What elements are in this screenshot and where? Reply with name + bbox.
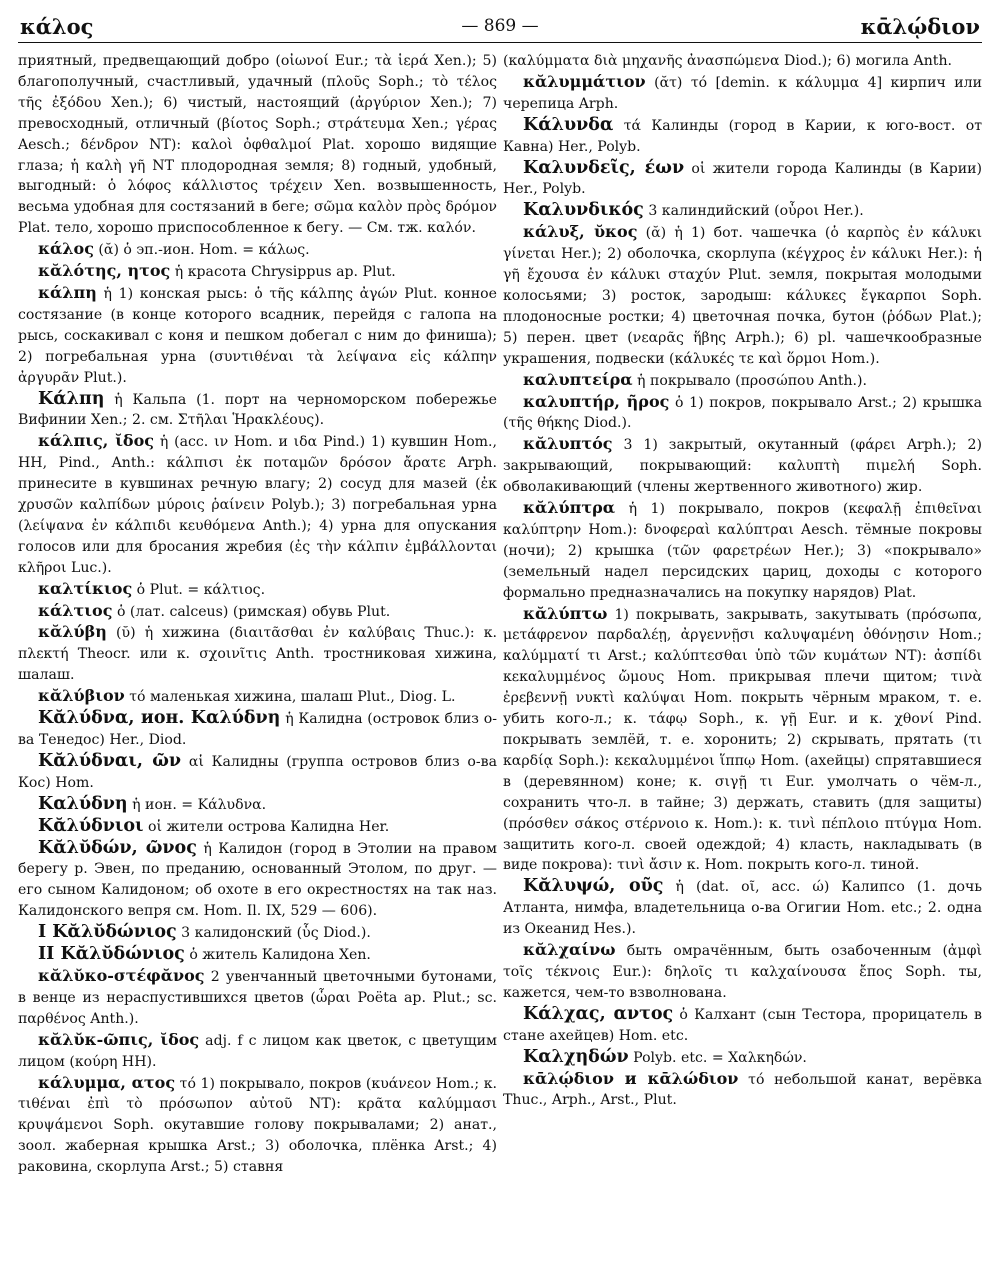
entry-headword: κάλος: [38, 239, 94, 259]
entry-headword: Κάλυνδα: [523, 114, 614, 135]
entry-continuation: [18, 51, 497, 239]
dictionary-entry: [503, 434, 982, 498]
entry-text: ἡ (acc. ιν Hom. и ιδα Pind.) 1) кувшин Hom., HH, Pind., Anth.: κάλπισι ἐκ ποταμῶν δρόσον ἄρατε Arph. принесите в кувшинах речную влагу; 2) сосуд для мазей (ἐκ χρυσῶν καλπίδων μύροις ῥαίνειν Polyb.); 3) погребальная урна (λείψανα ἐν κάλπιδι κευθόμενα Anth.); 4) урна для опускания голосов или для бросания жребия (ἐς τὴν κάλπιν ἐμβάλλονται κλῆροι Luc.).: [18, 434, 498, 576]
entry-text: ἡ Кальпа (1. порт на черноморском побережье Вифинии Xen.; 2. см. Στῆλαι Ἡρακλέους).: [18, 391, 497, 429]
dictionary-entry: [503, 940, 982, 1004]
entry-text: ὁ 1) покров, покрывало Arst.; 2) крышка (τῆς θήκης Diod.).: [503, 394, 983, 432]
entry-text: 1) покрывать, закрывать, закутывать (πρόσωπα, μετάφρενον παρδαλέῃ, ἀργεννῇσι καλυψαμένη ὀθόνῃσιν Hom.; καλύμματί τι Arst.; καλύπτεσθαι ὑπὸ τῶν κυμάτων NT): ἀσπίδι κεκαλυμμένος ὤμους Hom. прикрывая плечи щитом; τινὰ ἐρεβεννῇ νυκτὶ καλύψαι Hom. покрыть чёрным мраком, т. е. убить кого-л.; κ. τάφῳ Soph., κ. γῇ Eur. и κ. χθονί Pind. покрывать землёй, т. е. хоронить; 2) скрывать, прятать (τι καρδίᾳ Soph.): κεκαλυμμένοι ἵππῳ Hom. (ахейцы) спрятавшиеся в (деревянном) коне; κ. σιγῇ τι Eur. умолчать о чём-л., сохранить что-л. в тайне; 3) держать, ставить (для защиты) (πρόσθεν σάκος στέρνοιο κ. Hom.): κ. τινὶ πέπλοιο πτύγμα Hom. защитить кого-л. своей одеждой; 4) класть, накладывать (в виде покрова): τινὶ ἄσιν κ. Hom. покрыть кого-л. тиной.: [503, 606, 982, 874]
dictionary-entry: [18, 431, 497, 578]
entry-headword: κᾰλότης, ητος: [38, 261, 171, 281]
entry-text: τό небольшой канат, верёвка Thuc., Arph., Arst., Plut.: [503, 1071, 982, 1109]
entry-text: ἡ Калидон (город в Этолии на правом берегу р. Эвен, по преданию, основанный Этолом, по друг. — его сыном Калидоном; об охоте в его окрестностях на так наз. Калидонского вепря см. Hom. Il. IX, 529 — 606).: [18, 840, 498, 920]
dictionary-entry: [503, 115, 982, 158]
entry-text: τό маленькая хижина, шалаш Plut., Diog. L.: [129, 689, 456, 706]
dictionary-entry: [503, 1004, 982, 1047]
dictionary-entry: [18, 579, 497, 601]
dictionary-entry: [503, 158, 982, 201]
dictionary-entry: [18, 708, 497, 751]
entry-text: (ᾰ) ἡ 1) бот. чашечка (ὁ καρπὸς ἐν κάλυκι γίνεται Her.); 2) оболочка, скорлупа (κέγχρος ἐν κάλυκι Her.): ἡ γῆ ἔχουσα ἐν κάλυκι σταχύν Plut. земля, покрытая молодыми колосьями; 3) росток, зародыш: κάλυκες ἔγκαρποι Soph. плодоносные ростки; 4) цветочная почка, бутон (ῥόδων Plat.); 5) перен. цвет (νεαρᾶς ἥβης Arph.); 6) pl. чашечкообразные украшения, подвески (κάλυκές τε καὶ ὅρμοι Hom.).: [503, 225, 982, 367]
dictionary-entry: [503, 876, 982, 940]
dictionary-entry: [503, 392, 982, 435]
dictionary-entry: [503, 1069, 982, 1112]
columns: [18, 51, 982, 1178]
entry-headword: κᾰλχαίνω: [523, 940, 616, 960]
entry-text: 3 калиндийский (οὖροι Her.).: [648, 203, 864, 220]
entry-continuation: [503, 51, 982, 72]
entry-headword: κᾰλύβη: [38, 622, 107, 642]
entry-text: ἡ 1) конская рысь: ὁ τῆς κάλπης ἀγών Plut. конное состязание (в конце которого всадник, перейдя с галопа на рысь, соскакивал с коня и пешком добегал с ним до финиша); 2) погребальная урна (συντιθέναι τὰ λείψανα εἰς κάλπην ἀργυρᾶν Plut.).: [18, 285, 497, 386]
entry-text: 3 1) закрытый, окутанный (φάρει Arph.); 2) закрывающий, покрывающий: καλυπτὴ πιμελή Soph. обволакивающий (члены жертвенного животного) жир.: [503, 437, 982, 496]
entry-headword: Καλύδνη: [38, 793, 128, 814]
entry-text: 2 увенчанный цветочными бутонами, в венце из нераспустившихся цветов (ὧραι Poëta ap. Plut.; sc. παρθένος Anth.).: [18, 968, 497, 1027]
entry-headword: κᾰλυπτός: [523, 434, 613, 454]
running-head-left-word: κάλος: [20, 14, 94, 39]
dictionary-entry: [18, 622, 497, 686]
left-column: [18, 51, 497, 1178]
dictionary-entry: [18, 966, 497, 1030]
dictionary-entry: [18, 751, 497, 794]
page-number: — 869 —: [461, 16, 539, 36]
dictionary-entry: [503, 604, 982, 877]
entry-headword: κᾰλῠκ-ῶπις, ῐδος: [38, 1029, 200, 1049]
entry-text: (καλύμματα διὰ μηχανῆς ἀνασπώμενα Diod.); 6) могила Anth.: [503, 53, 953, 69]
dictionary-entry: [18, 1030, 497, 1073]
entry-text: οἱ жители острова Калидна Her.: [148, 818, 390, 835]
entry-headword: κᾰλύπτρα: [523, 498, 616, 518]
dictionary-entry: [18, 944, 497, 966]
dictionary-entry: [503, 222, 982, 369]
entry-text: ὁ (лат. calceus) (римская) обувь Plut.: [116, 603, 391, 620]
entry-text: ἡ Калидна (островок близ о-ва Тенедос) Her., Diod.: [18, 711, 498, 748]
entry-text: (ῠ) ἡ хижина (διαιτᾶσθαι ἐν καλύβαις Thuc.): κ. πλεκτή Theocr. или κ. σχοινῖτις Anth. тростниковая хижина, шалаш.: [18, 625, 497, 684]
entry-headword: Κᾰλύδνιοι: [38, 815, 144, 836]
dictionary-entry: [503, 72, 982, 115]
entry-text: adj. f с лицом как цветок, с цветущим лицом (κούρη HH).: [18, 1032, 498, 1070]
entry-headword: Κᾰλῠδών, ῶνος: [38, 837, 197, 858]
dictionary-entry: [18, 816, 497, 838]
entry-text: τά Калинды (город в Карии, к юго-вост. от Кавна) Her., Polyb.: [503, 117, 982, 155]
entry-text: 3 калидонский (ὗς Diod.).: [181, 925, 371, 942]
entry-text: ὁ житель Калидона Xen.: [189, 947, 371, 964]
entry-headword: Κᾰλύδνα, ион. Καλύδνη: [38, 708, 281, 729]
entry-text: (ᾰτ) τό [demin. к κάλυμμα 4] кирпич или черепица Arph.: [503, 74, 982, 112]
entry-headword: καλτίκιος: [38, 578, 133, 598]
entry-text: αἱ Калидны (группа островов близ о-ва Кос) Hom.: [18, 753, 497, 791]
entry-headword: κᾰλύπτω: [523, 603, 608, 623]
entry-headword: Κᾰλύδναι, ῶν: [38, 750, 182, 771]
entry-headword: κᾱλῴδιον и κᾱλώδιον: [523, 1068, 739, 1088]
entry-headword: II Κᾰλῠδώνιος: [38, 944, 185, 965]
entry-headword: Κᾰλυψώ, οῦς: [523, 876, 664, 897]
entry-headword: Κάλπη: [38, 388, 105, 409]
running-head: [18, 10, 982, 43]
entry-headword: κάλπη: [38, 282, 97, 302]
entry-headword: κᾰλῠκο-στέφᾰνος: [38, 965, 205, 985]
entry-text: Polyb. etc. = Χαλκηδών.: [633, 1049, 807, 1066]
entry-text: ὁ Plut. = κάλτιος.: [136, 581, 266, 598]
entry-text: οἱ жители города Калинды (в Карии) Her., Polyb.: [503, 160, 983, 198]
right-column: [503, 51, 982, 1178]
entry-text: быть омрачённым, быть озабоченным (ἀμφὶ τοῖς τέκνοις Eur.): δηλοῖς τι καλχαίνουσα ἔπος Soph. ты, кажется, чем-то взволнована.: [503, 943, 983, 1001]
dictionary-entry: [503, 370, 982, 392]
entry-headword: κάλυμμα, ατος: [38, 1072, 176, 1092]
dictionary-entry: [18, 1073, 497, 1179]
entry-headword: κάλπις, ῐδος: [38, 431, 155, 451]
entry-text: ἡ красота Chrysippus ap. Plut.: [174, 264, 396, 281]
entry-headword: καλυπτήρ, ῆρος: [523, 391, 670, 411]
dictionary-entry: [18, 922, 497, 944]
entry-headword: καλυπτείρα: [523, 369, 633, 389]
dictionary-page: [18, 10, 982, 1278]
dictionary-entry: [18, 389, 497, 432]
entry-text: ἡ покрывало (προσώπου Anth.).: [637, 372, 868, 389]
dictionary-entry: [18, 601, 497, 623]
entry-headword: Κάλχας, αντος: [523, 1003, 674, 1024]
dictionary-entry: [503, 1047, 982, 1069]
entry-text: ἡ 1) покрывало, покров (κεφαλῇ ἐπιθεῖναι καλύπτρην Hom.): δνοφεραὶ καλύπτραι Aesch. тёмные покровы (ночи); 2) крышка (τῶν φαρετρέων Her.); 3) «покрывало» (земельный надел персидских цариц, доходы с которого формально предназначались на покупку нарядов) Plat.: [503, 501, 982, 601]
running-head-right-word: κᾱλῴδιον: [860, 14, 980, 39]
entry-headword: κᾰλύβιον: [38, 686, 125, 706]
entry-text: ἡ ион. = Κάλυδνα.: [132, 796, 267, 813]
entry-headword: I Κᾰλῠδώνιος: [38, 922, 177, 943]
entry-headword: κάλτιος: [38, 600, 113, 620]
entry-text: ὁ Калхант (сын Тестора, прорицатель в стане ахейцев) Hom. etc.: [503, 1006, 982, 1044]
dictionary-entry: [503, 200, 982, 222]
entry-headword: κάλυξ, ῠκος: [523, 222, 638, 242]
entry-headword: Καλχηδών: [523, 1046, 629, 1067]
dictionary-entry: [503, 498, 982, 604]
dictionary-entry: [18, 283, 497, 389]
dictionary-entry: [18, 838, 497, 923]
entry-headword: Καλυνδικός: [523, 200, 644, 221]
entry-text: ἡ (dat. οῖ, acc. ώ) Калипсо (1. дочь Атланта, нимфа, владетельница о-ва Огигии Hom. etc.; 2. одна из Океанид Hes.).: [503, 879, 982, 938]
entry-headword: Καλυνδεῖς, έων: [523, 157, 685, 178]
dictionary-entry: [18, 686, 497, 708]
entry-headword: κᾰλυμμάτιον: [523, 71, 646, 91]
entry-text: (ᾰ) ὁ эп.-ион. Hom. = κάλως.: [98, 242, 310, 259]
dictionary-entry: [18, 794, 497, 816]
entry-text: τό 1) покрывало, покров (κυάνεον Hom.; κ. τιθέναι ἐπὶ τὸ πρόσωπον αὐτοῦ NT): κρᾶτα καλύμμασι κρυψάμενοι Soph. окутавшие голову покрывалами; 2) анат., зоол. жаберная крышка Arst.; 3) оболочка, плёнка Arst.; 4) раковина, скорлупа Arst.; 5) ставня: [18, 1075, 497, 1176]
dictionary-entry: [18, 261, 497, 283]
entry-text: приятный, предвещающий добро (οἰωνοί Eur.; τὰ ἱερά Xen.); 5) благополучный, счастливый, удачный (πλοῦς Soph.; τὸ τέλος τῆς ἐξόδου Xen.); 6) чистый, настоящий (ἀργύριον Xen.); 7) превосходный, отличный (βίοτος Soph.; στράτευμα Xen.; γέρας Aesch.; δένδρον NT): καλοὶ ὀφθαλμοί Plat. хорошо видящие глаза; ἡ καλὴ γῆ NT плодородная земля; 8) годный, удобный, выгодный: ὁ λόφος κάλλιστος τρέχειν Xen. возвышенность, весьма удобная для состязаний в беге; σῶμα καλὸν πρὸς δρόμον Plat. тело, хорошо приспособленное к бегу. — См. тж. καλόν.: [18, 53, 497, 237]
dictionary-entry: [18, 239, 497, 261]
